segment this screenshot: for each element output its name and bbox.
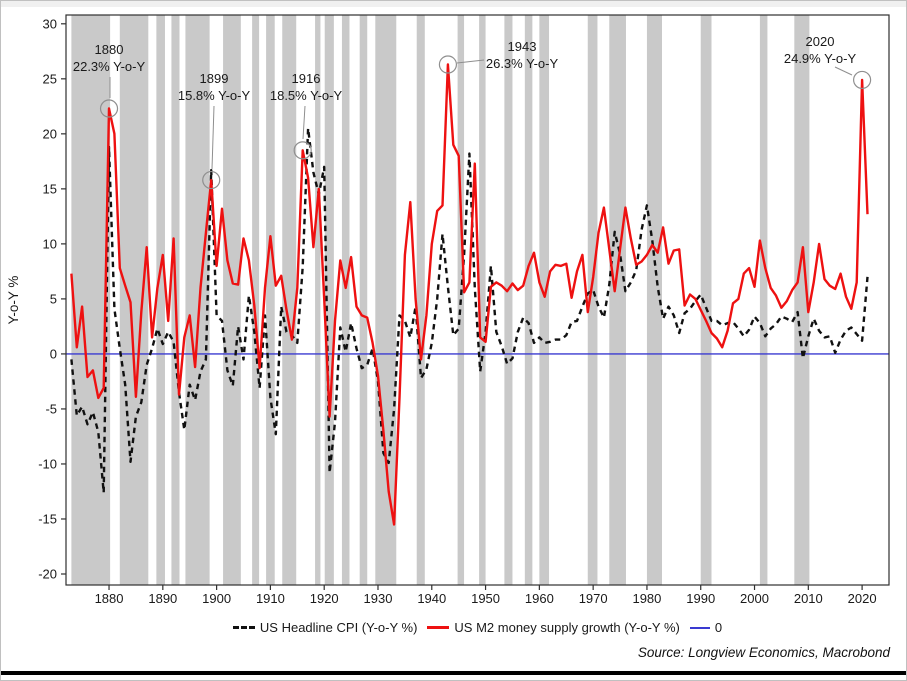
recession-band (120, 15, 149, 585)
cpi-dashed-line-swatch (233, 626, 255, 629)
y-axis-tick-label: -10 (38, 456, 57, 472)
chart-legend (66, 620, 889, 635)
y-axis-tick-label: -20 (38, 566, 57, 582)
source-note: Source: Longview Economics, Macrobond (637, 645, 890, 660)
zero-line-swatch (690, 627, 710, 629)
recession-band (342, 15, 350, 585)
x-axis-tick-label: 1930 (363, 591, 393, 606)
y-axis-tick-label: 15 (42, 181, 57, 197)
x-axis-tick-label: 1990 (686, 591, 716, 606)
y-axis-tick-label: 10 (42, 236, 57, 252)
y-axis-tick-label: -5 (45, 401, 57, 417)
peak-annotation: 1943 26.3% Y-o-Y (485, 39, 559, 71)
x-axis-tick-label: 1920 (309, 591, 339, 606)
x-axis-tick-label: 1940 (417, 591, 447, 606)
chart-area (1, 7, 907, 615)
recession-band (525, 15, 533, 585)
recession-band (609, 15, 626, 585)
peak-annotation: 2020 24.9% Y-o-Y (783, 34, 857, 66)
recession-band (156, 15, 165, 585)
x-axis-tick-label: 1890 (148, 591, 178, 606)
x-axis-tick-label: 2010 (793, 591, 823, 606)
peak-annotation: 1880 22.3% Y-o-Y (72, 42, 146, 74)
y-axis-tick-label: 30 (42, 16, 57, 32)
recession-band (360, 15, 368, 585)
y-axis-tick-label: 0 (49, 346, 57, 362)
x-axis-tick-label: 1960 (524, 591, 554, 606)
annotation-leader-line (835, 67, 852, 75)
window-bottom-bar (1, 671, 906, 675)
x-axis-tick-label: 2020 (847, 591, 877, 606)
recession-band (504, 15, 512, 585)
y-axis-tick-label: 20 (42, 126, 57, 142)
recession-band (375, 15, 396, 585)
x-axis-tick-label: 1910 (255, 591, 285, 606)
x-axis-tick-label: 1980 (632, 591, 662, 606)
recession-band (417, 15, 425, 585)
x-axis-tick-label: 2000 (740, 591, 769, 606)
recession-band (760, 15, 768, 585)
annotation-leader-line (212, 106, 214, 169)
y-axis-title: Y-o-Y % (6, 275, 21, 325)
legend-label-m2: US M2 money supply growth (Y-o-Y %) (454, 620, 680, 635)
y-axis-tick-label: 5 (49, 291, 57, 307)
recession-band (539, 15, 549, 585)
y-axis-tick-label: -15 (38, 511, 57, 527)
chart-svg (1, 7, 907, 615)
annotation-leader-line (303, 106, 305, 139)
peak-annotation: 1916 18.5% Y-o-Y (269, 71, 343, 103)
legend-item-zero (690, 620, 722, 635)
x-axis-tick-label: 1970 (578, 591, 608, 606)
x-axis-tick-label: 1950 (471, 591, 501, 606)
legend-label-cpi: US Headline CPI (Y-o-Y %) (259, 620, 418, 635)
x-axis-tick-label: 1880 (94, 591, 124, 606)
legend-item-cpi (233, 620, 418, 635)
legend-label-zero: 0 (714, 620, 723, 635)
legend-item-m2 (427, 620, 679, 635)
x-axis-tick-label: 1900 (202, 591, 232, 606)
m2-solid-line-swatch (427, 626, 449, 629)
peak-annotation: 1899 15.8% Y-o-Y (177, 71, 251, 103)
y-axis-tick-label: 25 (42, 71, 57, 87)
